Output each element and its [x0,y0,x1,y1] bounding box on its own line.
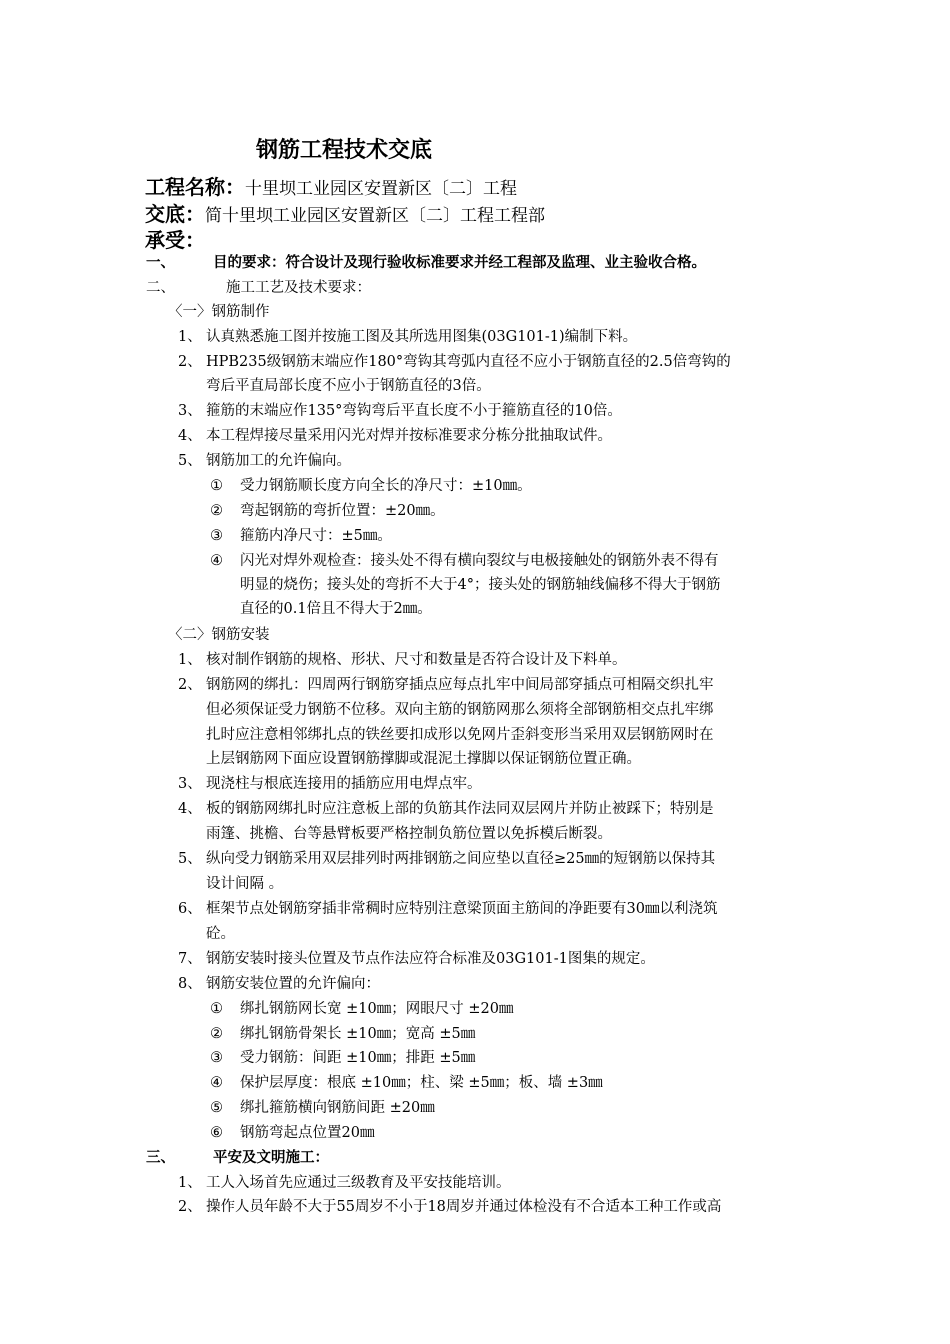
circled-number: ③ [210,1050,223,1066]
section-heading: 施工工艺及技术要求： [226,280,371,296]
item-text: HPB235级钢筋末端应作180°弯钩其弯弧内直径不应小于钢筋直径的2.5倍弯钩的 [206,354,731,370]
section-number: 一、 [146,255,175,271]
item-text: 钢筋安装位置的允许偏向： [206,976,380,992]
circled-number: ⑤ [210,1100,223,1116]
section-number: 三、 [146,1150,175,1166]
item-text: 核对制作钢筋的规格、形状、尺寸和数量是否符合设计及下料单。 [206,652,627,668]
section-heading: 平安及文明施工： [213,1150,329,1166]
subitem-text: 受力钢筋顺长度方向全长的净尺寸：±10㎜。 [240,478,532,494]
section-number: 二、 [146,280,175,296]
subitem-text-continuation: 直径的0.1倍且不得大于2㎜。 [240,601,432,617]
item-text-continuation: 砼。 [206,926,235,942]
item-number: 6、 [178,901,202,917]
item-text-continuation: 弯后平直局部长度不应小于钢筋直径的3倍。 [206,378,491,394]
subsection-heading: 〈一〉钢筋制作 [168,304,270,320]
subitem-text-continuation: 明显的烧伤；接头处的弯折不大于4°；接头处的钢筋轴线偏移不得大于钢筋 [240,577,721,593]
circled-number: ③ [210,528,223,544]
item-number: 3、 [178,403,202,419]
item-text: 钢筋安装时接头位置及节点作法应符合标准及03G101-1图集的规定。 [206,951,655,967]
item-number: 5、 [178,453,202,469]
item-text-continuation: 但必须保证受力钢筋不位移。双向主筋的钢筋网那么须将全部钢筋相交点扎牢绑 [206,702,714,718]
item-text-continuation: 上层钢筋网下面应设置钢筋撑脚或混泥土撑脚以保证钢筋位置正确。 [206,751,641,767]
item-number: 2、 [178,354,202,370]
item-number: 4、 [178,428,202,444]
handover-value: 简十里坝工业园区安置新区〔二〕工程工程部 [205,206,545,226]
item-text: 钢筋网的绑扎：四周两行钢筋穿插点应每点扎牢中间局部穿插点可相隔交织扎牢 [206,677,714,693]
subitem-text: 箍筋内净尺寸：±5㎜。 [240,528,392,544]
item-text: 现浇柱与根底连接用的插筋应用电焊点牢。 [206,776,482,792]
item-text: 板的钢筋网绑扎时应注意板上部的负筋其作法同双层网片并防止被踩下；特别是 [206,801,714,817]
item-text: 箍筋的末端应作135°弯钩弯后平直长度不小于箍筋直径的10倍。 [206,403,622,419]
item-number: 2、 [178,677,202,693]
item-number: 3、 [178,776,202,792]
project-name-label: 工程名称： [145,175,245,199]
item-text-continuation: 扎时应注意相邻绑扎点的铁丝要扣成形以免网片歪斜变形当采用双层钢筋网时在 [206,727,714,743]
handover-label: 交底： [145,202,205,226]
item-text: 框架节点处钢筋穿插非常稠时应特别注意梁顶面主筋间的净距要有30㎜以利浇筑 [206,901,718,917]
subitem-text: 闪光对焊外观检查：接头处不得有横向裂纹与电极接触处的钢筋外表不得有 [240,553,719,569]
circled-number: ① [210,1001,223,1017]
item-number: 4、 [178,801,202,817]
item-number: 1、 [178,329,202,345]
item-text: 认真熟悉施工图并按施工图及其所选用图集(03G101-1)编制下料。 [206,329,638,345]
item-number: 5、 [178,851,202,867]
subitem-text: 保护层厚度：根底 ±10㎜；柱、梁 ±5㎜；板、墙 ±3㎜ [240,1075,603,1091]
subitem-text: 钢筋弯起点位置20㎜ [240,1125,375,1141]
circled-number: ④ [210,1075,223,1091]
receiver-row [145,227,205,253]
subitem-text: 绑扎箍筋横向钢筋间距 ±20㎜ [240,1100,435,1116]
subitem-text: 绑扎钢筋网长宽 ±10㎜；网眼尺寸 ±20㎜ [240,1001,514,1017]
item-text: 本工程焊接尽量采用闪光对焊并按标准要求分栋分批抽取试件。 [206,428,612,444]
item-text: 纵向受力钢筋采用双层排列时两排钢筋之间应垫以直径≥25㎜的短钢筋以保持其 [206,851,716,867]
subitem-text: 受力钢筋：间距 ±10㎜；排距 ±5㎜ [240,1050,476,1066]
item-text: 钢筋加工的允许偏向。 [206,453,351,469]
subsection-heading: 〈二〉钢筋安装 [168,627,270,643]
circled-number: ⑥ [210,1125,223,1141]
item-number: 8、 [178,976,202,992]
item-number: 7、 [178,951,202,967]
subitem-text: 绑扎钢筋骨架长 ±10㎜；宽高 ±5㎜ [240,1026,476,1042]
project-name-row [145,174,517,202]
item-text: 操作人员年龄不大于55周岁不小于18周岁并通过体检没有不合适本工种工作或高 [206,1199,722,1215]
item-text-continuation: 设计间隔 。 [206,876,284,892]
handover-row [145,201,545,229]
section-heading: 目的要求：符合设计及现行验收标准要求并经工程部及监理、业主验收合格。 [213,255,706,271]
item-number: 1、 [178,1175,202,1191]
item-number: 2、 [178,1199,202,1215]
document-title: 钢筋工程技术交底 [256,138,433,163]
circled-number: ④ [210,553,223,569]
circled-number: ① [210,478,223,494]
circled-number: ② [210,503,223,519]
subitem-text: 弯起钢筋的弯折位置：±20㎜。 [240,503,445,519]
project-name-value: 十里坝工业园区安置新区〔二〕工程 [245,179,517,199]
receiver-label: 承受： [145,228,205,252]
item-text: 工人入场首先应通过三级教育及平安技能培训。 [206,1175,511,1191]
item-number: 1、 [178,652,202,668]
item-text-continuation: 雨篷、挑檐、台等悬臂板要严格控制负筋位置以免拆模后断裂。 [206,826,612,842]
circled-number: ② [210,1026,223,1042]
